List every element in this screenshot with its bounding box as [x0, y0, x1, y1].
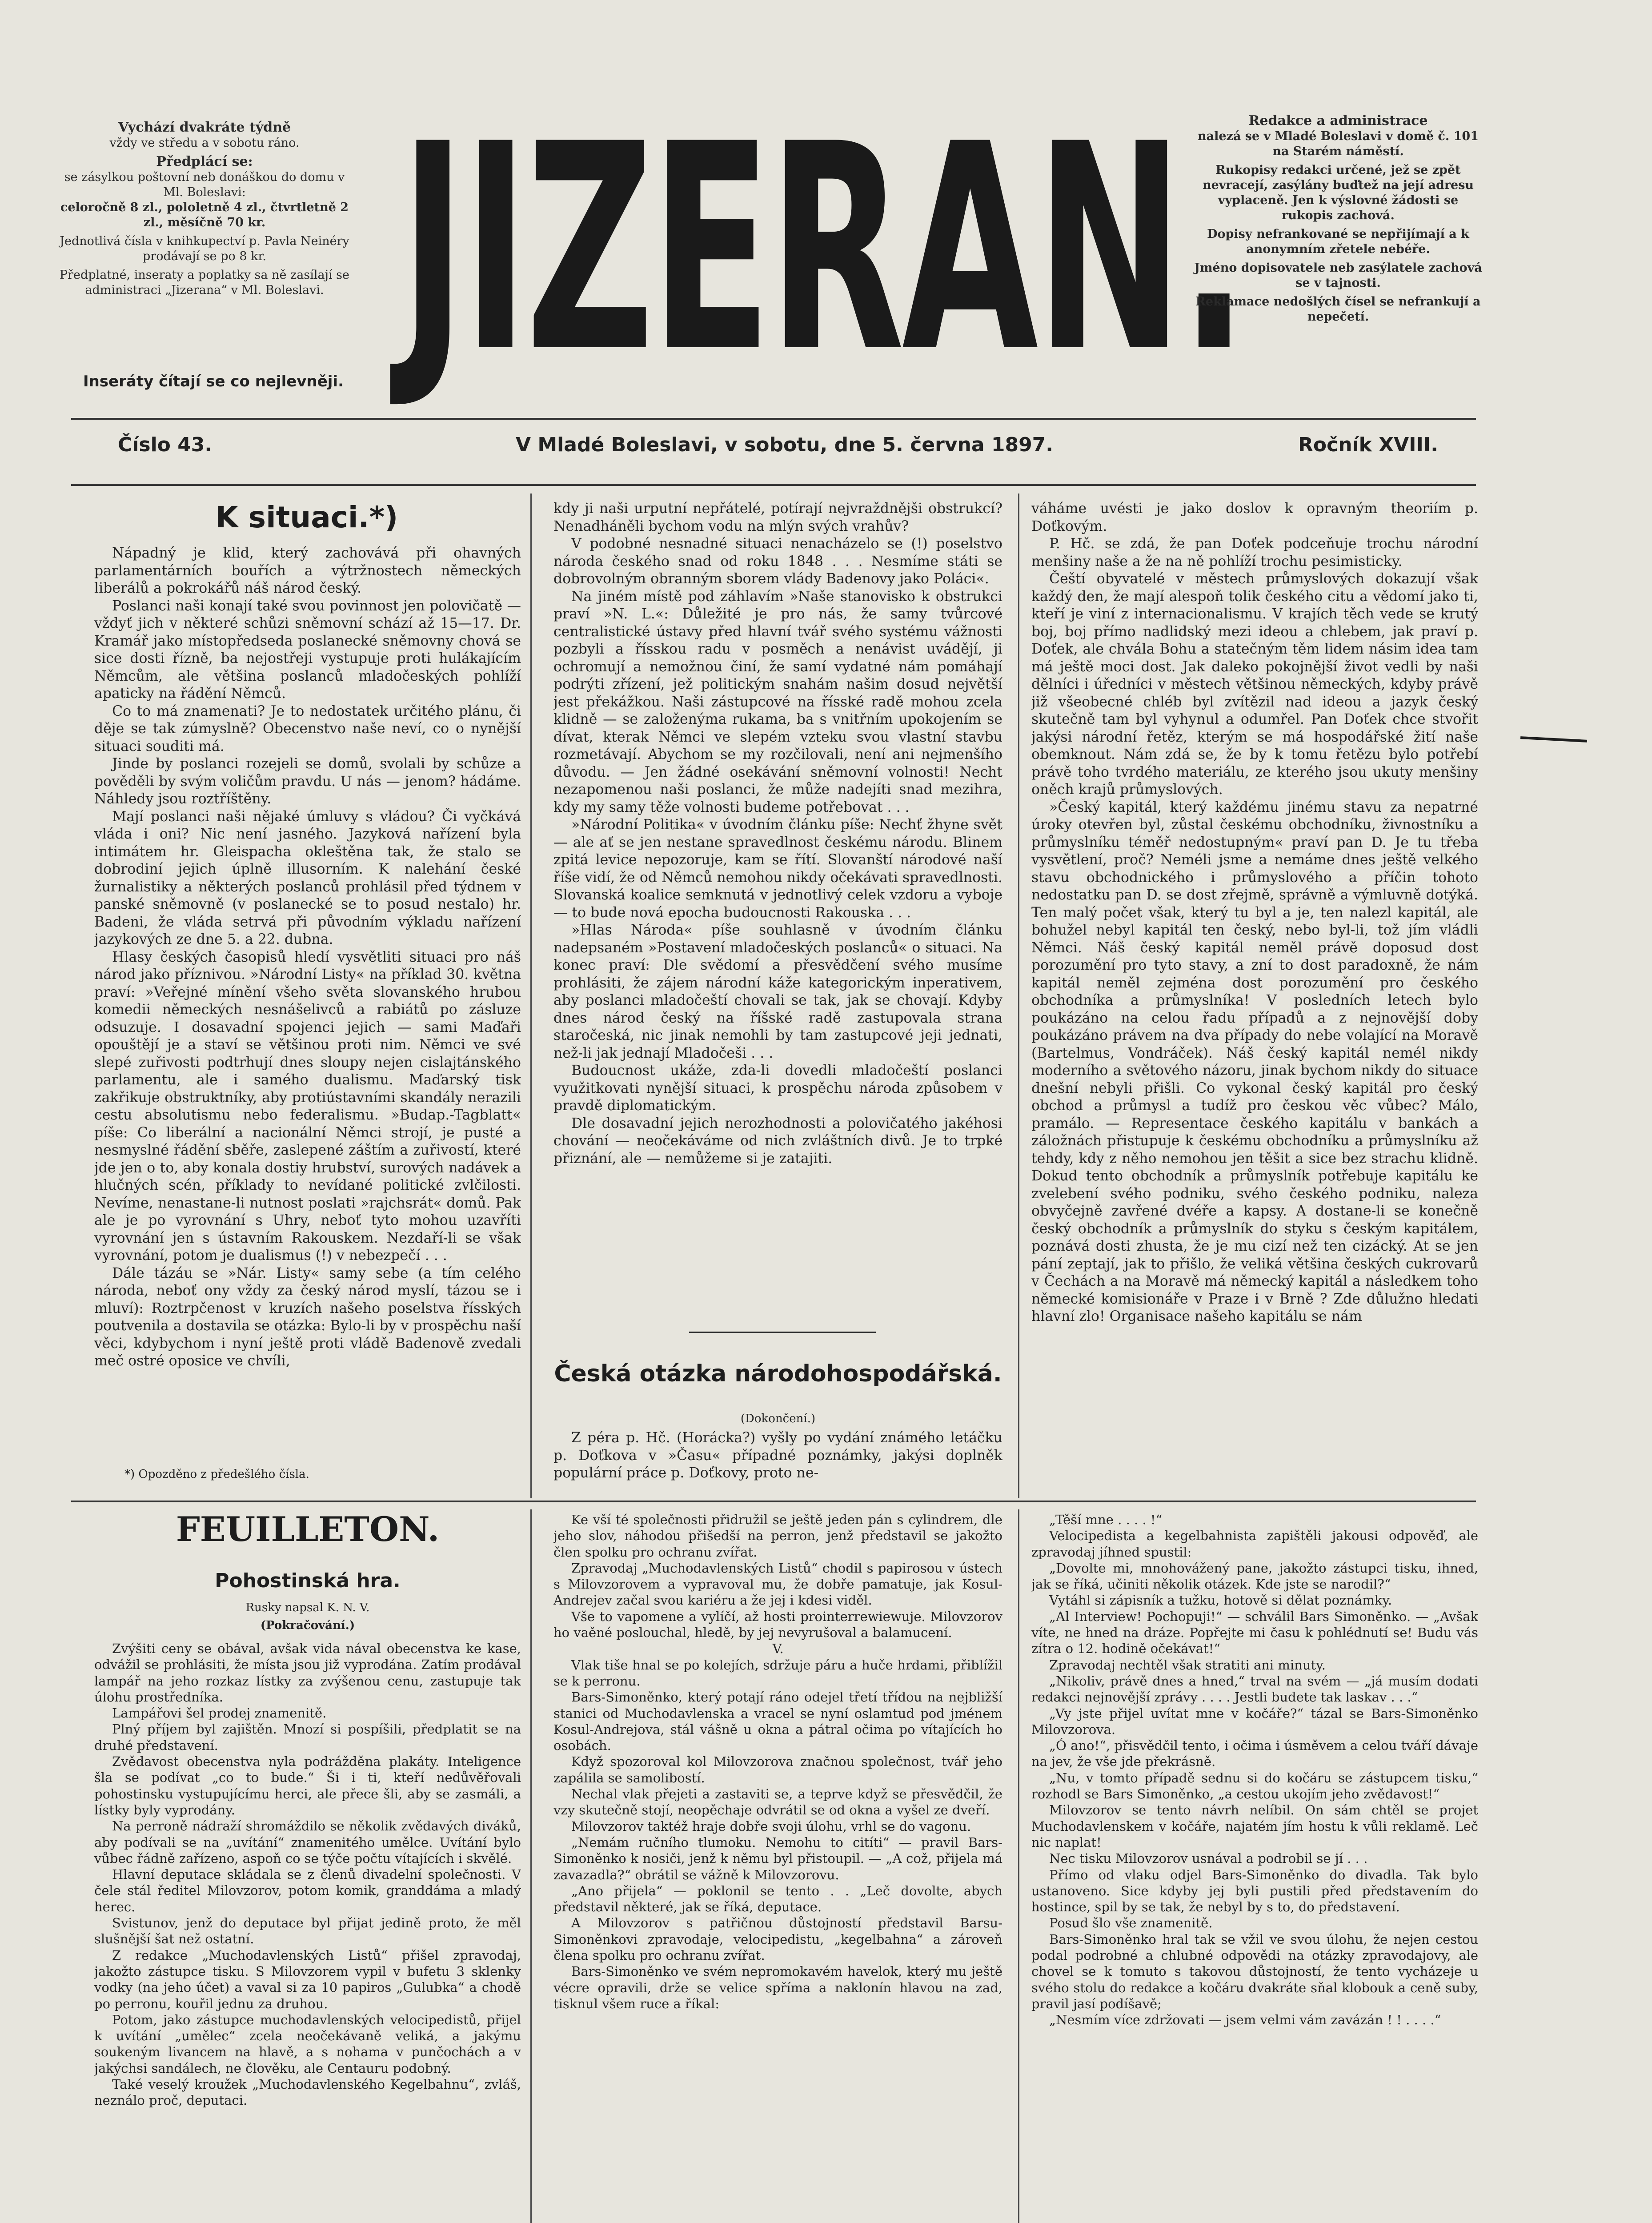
paragraph: Ke vší té společnosti přidružil se ještě jeden pán s cylindrem, dle jeho slov, náhodou přišedší na perron, jenž představil se jakožto člen spolku pro ochranu zvířat. — [553, 1512, 1002, 1560]
top-rule — [71, 418, 1476, 420]
payments-note: Předplatné, inseraty a poplatky sa ně zasílají se administraci „Jizerana“ v Ml. Boleslavi. — [59, 268, 350, 297]
paragraph: Hlavní deputace skládala se z členů divadelní společnosti. V čele stál ředitel Milovzorov, potom komik, granddáma a mladý herec. — [94, 1867, 521, 1914]
paragraph: Nec tisku Milovzorov usnával a podrobil se jí . . . — [1049, 1851, 1368, 1866]
paragraph: „Ano přijela“ — poklonil se tento . . „Leč dovolte, abych představil některé, jak se říká, deputace. — [553, 1883, 1002, 1915]
feuilleton-col1 — [94, 1641, 521, 2223]
paragraph: Velocipedista a kegelbahnista zapištěli jakousi odpověď, ale zpravodaj jíhned spustil: — [1031, 1528, 1478, 1560]
paragraph: „Vy jste přijel uvítat mne v kočáře?“ tázal se Bars-Simoněnko Milovzorova. — [1031, 1705, 1478, 1737]
column-divider — [530, 494, 532, 1498]
story-author: Rusky napsal K. N. V. — [245, 1601, 370, 1614]
ink-mark — [1520, 736, 1587, 742]
paragraph: Vše to vapomene a vylíčí, až hosti prointerrewiewuje. Milovzorov ho vaěné poslouchal, hledě, by jej nevyrušoval a balamucení. — [553, 1609, 1002, 1641]
paragraph: Z péra p. Hč. (Horácka?) vyšly po vydání známého letáčku p. Doťkova v »Času« případné poznámky, jakýsi doplněk populární práce p. Doťkovy, proto ne- — [553, 1430, 1002, 1481]
paragraph: »Národní Politika« v úvodním článku píše: Nechť žhyne svět — ale ať se jen nestane spravedlnost českému národu. Blinem zpitá levice nepozoruje, kam se řítí. Slovanští národové naší říše vidí, že od Němců nemohou nikdy očekávati spravedlnosti. Slovanská koalice semknutá v jednotlivý celek vzdoru a vyboje — to bude nová epocha budoucnosti Rakouska . . . — [553, 817, 1002, 921]
article-situation-col2 — [553, 500, 1002, 1314]
story-title: Pohostinská hra. — [215, 1569, 401, 1592]
paragraph: Také veselý kroužek „Muchodavlenského Kegelbahnu“, zvláš, neználo proč, deputaci. — [94, 2077, 521, 2108]
article-economic-col2 — [553, 1429, 1002, 1501]
issue-number: Číslo 43. — [118, 433, 213, 456]
paragraph: „Nesmím více zdržovati — jsem velmi vám zavázán ! ! . . . .“ — [1049, 2012, 1441, 2028]
publication-days: vždy ve středu a v sobotu ráno. — [109, 136, 300, 150]
header-right-info — [1191, 113, 1485, 328]
volume: Ročník XVIII. — [1298, 433, 1438, 456]
paragraph: Nápadný je klid, který zachovává při ohavných parlamentárních bouřích a výtržnostech německých liberálů a pokrokářů náš národ český. — [94, 545, 521, 596]
paragraph: Bars-Simoněnko ve svém nepromokavém havelok, který mu ještě vécre opravili, drže se velice spříma a naklonín hlavou na zad, tisknul všem ruce a říkal: — [553, 1964, 1002, 2011]
subscription-text: se zásylkou poštovní neb donáškou do domu v Ml. Boleslavi: — [64, 170, 345, 199]
feuilleton-rule — [71, 1501, 1476, 1502]
paragraph: „Nemám ručního tlumoku. Nemohu to citíti“ — pravil Bars-Simoněnko k nosiči, jenž k němu byl přistoupil. — „A což, přijela má zavazadla?“ obrátil se vážně k Milovzorovu. — [553, 1834, 1002, 1882]
footnote: *) Opozděno z předešlého čísla. — [124, 1468, 309, 1481]
article-title-situation: K situaci.*) — [215, 500, 398, 534]
paragraph: V podobné nesnadné situaci nenacházelo se (!) poselstvo národa českého snad od roku 1848 . . . Nesmíme státi se dobrovolným obranným sborem vlády Badenovy jako Poláci«. — [553, 536, 1002, 587]
paragraph: Posud šlo vše znamenitě. — [1049, 1915, 1213, 1931]
place-date: V Mladé Boleslavi, v sobotu, dne 5. června 1897. — [516, 433, 1054, 456]
publication-frequency: Vychází dvakráte týdně — [118, 120, 291, 135]
ads-note: Inseráty čítají se co nejlevněji. — [83, 373, 344, 390]
paragraph: Dále tázáu se »Nár. Listy« samy sebe (a tím celého národa, neboť ony vždy za český národ myslí, tázou se i mluví): Roztrpčenost v kruzích našeho poselstva řísských poutvenila a dostavila se otázka: Bylo-li by v prospěchu naší věci, kdybychom i nyní ještě proti vládě Badenově zvedali meč ostré oposice ve chvíli, — [94, 1265, 521, 1369]
paragraph: Dle dosavadní jejich nerozhodnosti a polovičatého jakéhosi chování — neočekáváme od nich zvláštních divů. Je to trpké přiznání, ale — nemůžeme si je zatajiti. — [553, 1115, 1002, 1167]
paragraph: „Al Interview! Pochopuji!“ — schválil Bars Simoněnko. — „Avšak víte, ne hned na dráze. Popřejte mi času k pohlédnutí se! Budu vás zítra o 12. hodině očekávat!“ — [1031, 1609, 1478, 1657]
paragraph: Milovzorov se tento návrh nelíbil. On sám chtěl se projet Muchodavlenskem v kočáře, najatém jím hostu k vůli reklamě. Leč nic naplat! — [1031, 1802, 1478, 1850]
paragraph: „Dovolte mi, mnohovážený pane, jakožto zástupci tisku, ihned, jak se říká, učiniti několik otázek. Kde jste se narodil?“ — [1031, 1560, 1478, 1592]
paragraph: »Hlas Národa« píše souhlasně v úvodním článku nadepsaném »Postavení mladočeských poslanců« o situaci. Na konec praví: Dle svědomí a přesvědčení svého musíme prohlásiti, že zájem národní káže kategorickým inperativem, aby poslanci mladočeští chovali se tak, jak se chovají. Kdyby dnes národ český na říšské radě zastupovala strana staročeská, nic jinak nemohli by tam zastupcové jeji jednati, než-li jak jednají Mladočeši . . . — [553, 922, 1002, 1061]
paragraph: Z redakce „Muchodavlenských Listů“ přišel zpravodaj, jakožto zástupce tisku. S Milovzorem vypil v bufetu 3 sklenky vodky (na jeho účet) a vaval si za 10 papiros „Gulubka“ a chodě po perronu, kouřil jednu za druhou. — [94, 1947, 521, 2011]
paragraph: Lampářovi šel prodej znamenitě. — [112, 1705, 327, 1721]
paragraph: „Ó ano!“, přisvědčil tento, i očima i úsměvem a celou tváří dávaje na jev, že vše jde překrásně. — [1031, 1738, 1478, 1770]
paragraph: Zvýšiti ceny se obával, avšak vida nával obecenstva ke kase, odvážil se prohlásiti, že místa jsou již vyprodána. Zatím prodával lampář na jeho rozkaz lístky za zvýšenou cenu, zastupuje tak úlohu prostředníka. — [94, 1641, 521, 1705]
masthead: JIZERAN. — [400, 83, 1245, 414]
section-rule — [689, 1332, 876, 1333]
paragraph: „Těší mne . . . . !“ — [1049, 1512, 1163, 1527]
paragraph: Budoucnost ukáže, zda-li dovedli mladočeští poslanci využitkovati nynější situaci, k prospěchu národa způsobem v pravdě diplomatickým. — [553, 1063, 1002, 1114]
paragraph: „Nu, v tomto případě sednu si do kočáru se zástupcem tisku,“ rozhodl se Bars Simoněnko, „a cestou ukojím jeho zvědavost!“ — [1031, 1770, 1478, 1802]
paragraph: Zvědavost obecenstva nyla podrážděna plakáty. Inteligence šla se podívat „co to bude.“ Ši i ti, kteří nedůvěřovali pohostinsku vystupujícímu herci, ale přece šli, aby se zasmáli, a lístky byly vyprodány. — [94, 1754, 521, 1818]
paragraph: Vytáhl si zápisník a tužku, hotově si dělat poznámky. — [1049, 1593, 1392, 1608]
complaints-note: Reklamace nedošlých čísel se nefrankují a nepečetí. — [1195, 295, 1481, 324]
paragraph: Zpravodaj nechtěl však stratiti ani minuty. — [1049, 1657, 1326, 1673]
contributors-note: Jméno dopisovatele neb zasýlatele zachová se v tajnosti. — [1194, 261, 1482, 290]
paragraph: Svistunov, jenž do deputace byl přijat jedině proto, že měl slušnější šat než ostatní. — [94, 1915, 521, 1947]
paragraph: Bars-Simoněnko hral tak se vžil ve svou úlohu, že nejen cestou podal podrobné a chlubné odpovědi na otázky zpravodajovy, ale chovel se k tomuto s takovou důstojností, že tento vycházeje u svého stolu do redakce a kočáru dvakráte sňal klobouk a ceně suby, pravil jasí podíšavě; — [1031, 1931, 1478, 2011]
header-left-info — [58, 120, 351, 301]
editorial-address: nalezá se v Mladé Boleslavi v domě č. 101 na Starém náměstí. — [1197, 129, 1479, 158]
paragraph: Milovzorov taktéž hraje dobře svoji úlohu, vrhl se do vagonu. — [571, 1818, 971, 1834]
article-economic-col3 — [1031, 500, 1478, 1496]
chapter-number: V. — [772, 1641, 784, 1657]
paragraph: Potom, jako zástupce muchodavlenských velocipedistů, přijel k uvítání „umělec“ zcela neočekávaně veliká, a jakýmu soukeným livancem na hlavě, a s nohama v punčochách a v jakýchsi sandálech, ne člověku, ale Centauru podobný. — [94, 2012, 521, 2076]
column-divider — [530, 1509, 532, 2223]
story-continued: (Pokračování.) — [260, 1619, 355, 1632]
subscription-title: Předplácí se: — [156, 154, 253, 169]
paragraph: Přímo od vlaku odjel Bars-Simoněnko do divadla. Tak bylo ustanoveno. Sice kdyby jej byli pustili před představením do hostince, spil by se tak, že nebyl by s to, do představení. — [1031, 1867, 1478, 1915]
paragraph: A Milovzorov s patřičnou důstojností představil Barsu-Simoněnkovi zpravodaje, velocipedistu, „kegelbahna“ a zároveň člena spolku pro ochranu zvířat. — [553, 1915, 1002, 1963]
paragraph: váháme uvésti je jako doslov k opravným theoriím p. Doťkovým. — [1031, 501, 1478, 534]
paragraph: Na jiném místě pod záhlavím »Naše stanovisko k obstrukci praví »N. L.«: Důležité je pro nás, že samy tvůrcové centralistické ústavy před hlavní tvář svého systému vážnosti pozbyli a řísskou radu v posměch a nenávist uvádějí, ji ochromují a nemožnou činí, že samí vydatné nám pomáhají podrýti zřízení, jež politickým snahám našim dosud největší jest překážkou. Naši zástupcové na řísské radě mohou zcela klidně — se založenýma rukama, ba s vnitřním upokojením se dívat, kterak Němci ve slepém vzteku svou vlastní stavbu rozmetávají. Abychom se my rozčilovali, není ani nejmenšího důvodu. — Jen žádné osekávání sněmovní volnosti! Necht nezapomenou naši poslanci, že může nadejíti snad mezihra, kdy my samy těže volnosti budeme potřebovat . . . — [553, 588, 1002, 815]
editorial-title: Redakce a administrace — [1248, 113, 1428, 128]
paragraph: Vlak tiše hnal se po kolejích, sdržuje páru a huče hrdami, přiblížil se k perronu. — [553, 1657, 1002, 1689]
continuation-note: (Dokončení.) — [740, 1412, 816, 1425]
paragraph: »Český kapitál, který každému jinému stavu za nepatrné úroky otevřen byl, zůstal českému obchodníku, živnostníku a průmyslníku téměř nedostupným« praví pan D. Je tu třeba vysvětlení, proč? Neméli jsme a nemáme dnes ještě velkého stavu obchodnického i průmyslového a příčin tohoto nedostatku pan D. se dost zřejmě, správně a výmluvně dotýká. Ten malý počet však, který tu byl a je, ten nalezl kapitál, ale bohužel nebyl kapitál ten český, nebo byl-li, tož jím vládli Němci. Náš český kapitál neměl právě doposud dost porozumění pro tyto stavy, a zní to dost paradoxně, že nám kapitál neměl zejména dost porozumění pro českého obchodníka a průmyslníka! V posledních letech bylo poukázáno na celou řadu případů a z nejnovější doby poukázáno právem na dva případy do nebe volající na Moravě (Bartelmus, Vondráček). Náš český kapitál nemél nikdy moderního a světového názoru, jinak bychom nikdy do situace dnešní nebyli přišli. Co vykonal český kapitál pro český obchod a průmysl a tudíž pro českou věc vůbec? Málo, pramálo. — Representace českého kapitálu v bankách a záložnách přistupuje k českému obchodníku a průmyslníku až tehdy, kdy z něho nemohou jen těšit a sice bez strachu klidně. Dokud tento obchodník a průmyslník potřebuje kapitálu ke zvelebení svého podniku, svého českého podniku, naleza obvyčejně zavřené dvéře a kapsy. A dostane-li se konečně český obchodník a průmyslník do styku s českým kapitálem, poznává dosti zhusta, že je mu cizí než ten cizácký. At se jen pání zeptají, jak to přišlo, že veliká většina českých cukrovarů v Čechách a na Moravě má německý kapitál a následkem toho německé komisionáře v Praze i v Brně ? Zde důlužno hledati hlavní zlo! Organisace našeho kapitálu se nám — [1031, 799, 1478, 1324]
unfranked-note: Dopisy nefrankované se nepřijímají a k anonymním zřetele nebéře. — [1207, 227, 1469, 256]
single-copies: Jednotlivá čísla v knihkupectví p. Pavla Neinéry prodávají se po 8 kr. — [60, 234, 349, 263]
paragraph: P. Hč. se zdá, že pan Doťek podceňuje trochu národní menšiny naše a že na ně pohlíží trochu pesimisticky. — [1031, 536, 1478, 570]
paragraph: kdy ji naši urputní nepřátelé, potírají nejvraždnějši obstrukcí? Nenadháněli bychom vodu na mlýn svých vrahův? — [553, 501, 1002, 534]
paragraph: Bars-Simoněnko, který potají ráno odejel třetí třídou na nejbližší stanici od Muchodavlenska a vracel se nyní oslamtud pod jménem Kosul-Andrejova, stál vášně u okna a pátral očima po vítajících ho osobách. — [553, 1689, 1002, 1754]
article-title-economic: Česká otázka národohospodářská. — [554, 1360, 1002, 1387]
paragraph: Na perroně nádraží shromáždilo se několik zvědavých diváků, aby podívali se na „uvítání“ znamenitého umělce. Uvítání bylo vůbec řádně zařízeno, aspoň co se týče počtu vítajících i skvělé. — [94, 1818, 521, 1866]
paragraph: Co to má znamenati? Je to nedostatek určitého plánu, či děje se tak zúmyslně? Obecenstvo naše neví, co o nynější situaci souditi má. — [94, 703, 521, 754]
paragraph: Poslanci naši konají také svou povinnost jen polovičatě — vždyť jich v některé schůzi sněmovní schází až 15—17. Dr. Kramář jako místopředseda poslanecké sněmovny chová se sice dosti řízně, ba nejostřeji vystupuje proti hulákajícím Němcům, ale většina poslanců mladočeských pohlíží apaticky na řádění Němců. — [94, 598, 521, 702]
column-divider — [1018, 1509, 1019, 2223]
paragraph: Hlasy českých časopisů hledí vysvětliti situaci pro náš národ jako příznivou. »Národní Listy« na příklad 30. května praví: »Veřejné mínění všeho světa slovanského hrubou komedii německých nesnášelivců a rabiátů po zásluze odsuzuje. I dosavadní spojenci jejich — sami Maďaři opouštějí je a staví se většinou proti nim. Němci ve své slepé zuřivosti podtrhují dnes sloupy nejen cislajtánského parlamentu, ale i samého dualismu. Maďarský tisk zakřikuje obstruktníky, aby protiústavními skandály nerazili cestu absolutismu nebo federalismu. »Budap.-Tagblatt« píše: Co liberální a nacionální Němci strojí, je pusté a nesmyslné řádění sběře, zaslepené záštím a zuřivostí, které jde jen o to, aby konala dostiy hrubství, surových nadávek a hlučných scén, příklady to nevídané politické zvlčilosti. Nevíme, nenastane-li nutnost poslati »rajchsrát« domů. Pak ale je po vyrovnání s Uhry, neboť tyto mohou uzavříti vyrovnání jen s ústavním Rakouskem. Nezdaří-li se však vyrovnání, potom je dualismus (!) v nebezpečí . . . — [94, 949, 521, 1264]
paragraph: Mají poslanci naši nějaké úmluvy s vládou? Či vyčkává vláda i oni? Nic není jasného. Jazyková nařízení byla intimátem hr. Gleispacha okleštěna tak, že stalo se dobrodiní jejich úplně illusorním. K nalehání české žurnalistiky a některých poslanců prohlásil před týdnem v panské sněmovně (v poslanecké se to posud nestalo) hr. Badeni, že vláda setrvá při původním výkladu nařízení jazykových ze dne 5. a 22. dubna. — [94, 808, 521, 947]
paragraph: „Nikoliv, právě dnes a hned,“ trval na svém — „já musím dodati redakci nejnovější zprávy . . . . Jestli budete tak laskav . . .“ — [1031, 1673, 1478, 1705]
paragraph: Zpravodaj „Muchodavlenských Listů“ chodil s papirosou v ústech s Milovzorovem a vypravoval mu, že dobře pamatuje, jak Kosul-Andrejev začal svou kariéru a že jej i kdesi viděl. — [553, 1560, 1002, 1608]
paragraph: Nechal vlak přejeti a zastaviti se, a teprve když se přesvědčil, že vzy skutečně stojí, neopěchaje odvrátil se od okna a vyšel ze dveří. — [553, 1786, 1002, 1818]
manuscripts-note: Rukopisy redakci určené, jež se zpět nevracejí, zasýlány buďtež na její adresu vyplaceně. Jen k výslovné žádosti se rukopis zachová. — [1202, 163, 1474, 222]
feuilleton-col2 — [553, 1512, 1002, 2223]
feuilleton-title: FEUILLETON. — [176, 1509, 440, 1549]
info-rule — [71, 484, 1476, 486]
feuilleton-col3 — [1031, 1512, 1478, 2223]
article-situation-col1 — [94, 545, 521, 1449]
paragraph: Čeští obyvatelé v městech průmyslových dokazují však každý den, že mají alespoň tolik českého citu a vědomí jako ti, kteří je viní z internacionalismu. V krajích těch vede se krutý boj, boj přímo nadlidský mezi ideou a chlebem, jak praví p. Doťek, ale chvála Bohu a statečným těm lidem násim idea tam má ještě moci dost. Jak daleko pokojnější život vedli by naši dělníci i úředníci v městech většinou německých, kdyby právě již všeobecné chléb byl zvítězil nad ideou a jazyk český skutečně tam byl vyhynul a odumřel. Pan Doťek chce stvořit jakýsi národní řetěz, kterým se má hospodářské žití naše obemknout. Nám zdá se, že by k tomu řetězu bylo potřebí právě toho tvrdého materiálu, ze kterého jsou ukuty menšiny oněch krajů průmyslových. — [1031, 571, 1478, 798]
paragraph: Plný příjem byl zajištěn. Mnozí si pospíšili, předplatit se na druhé představení. — [94, 1721, 521, 1753]
subscription-prices: celoročně 8 zl., pololetně 4 zl., čtvrtletně 2 zl., měsíčně 70 kr. — [60, 201, 349, 229]
column-divider — [1018, 494, 1019, 1498]
paragraph: Když spozoroval kol Milovzorova značnou společnost, tvář jeho zapálila se samolibostí. — [553, 1754, 1002, 1786]
paragraph: Jinde by poslanci rozejeli se domů, svolali by schůze a pověděli by svým voličům pravdu. U nás — jenom? hádáme. Náhledy jsou roztříštěny. — [94, 756, 521, 807]
